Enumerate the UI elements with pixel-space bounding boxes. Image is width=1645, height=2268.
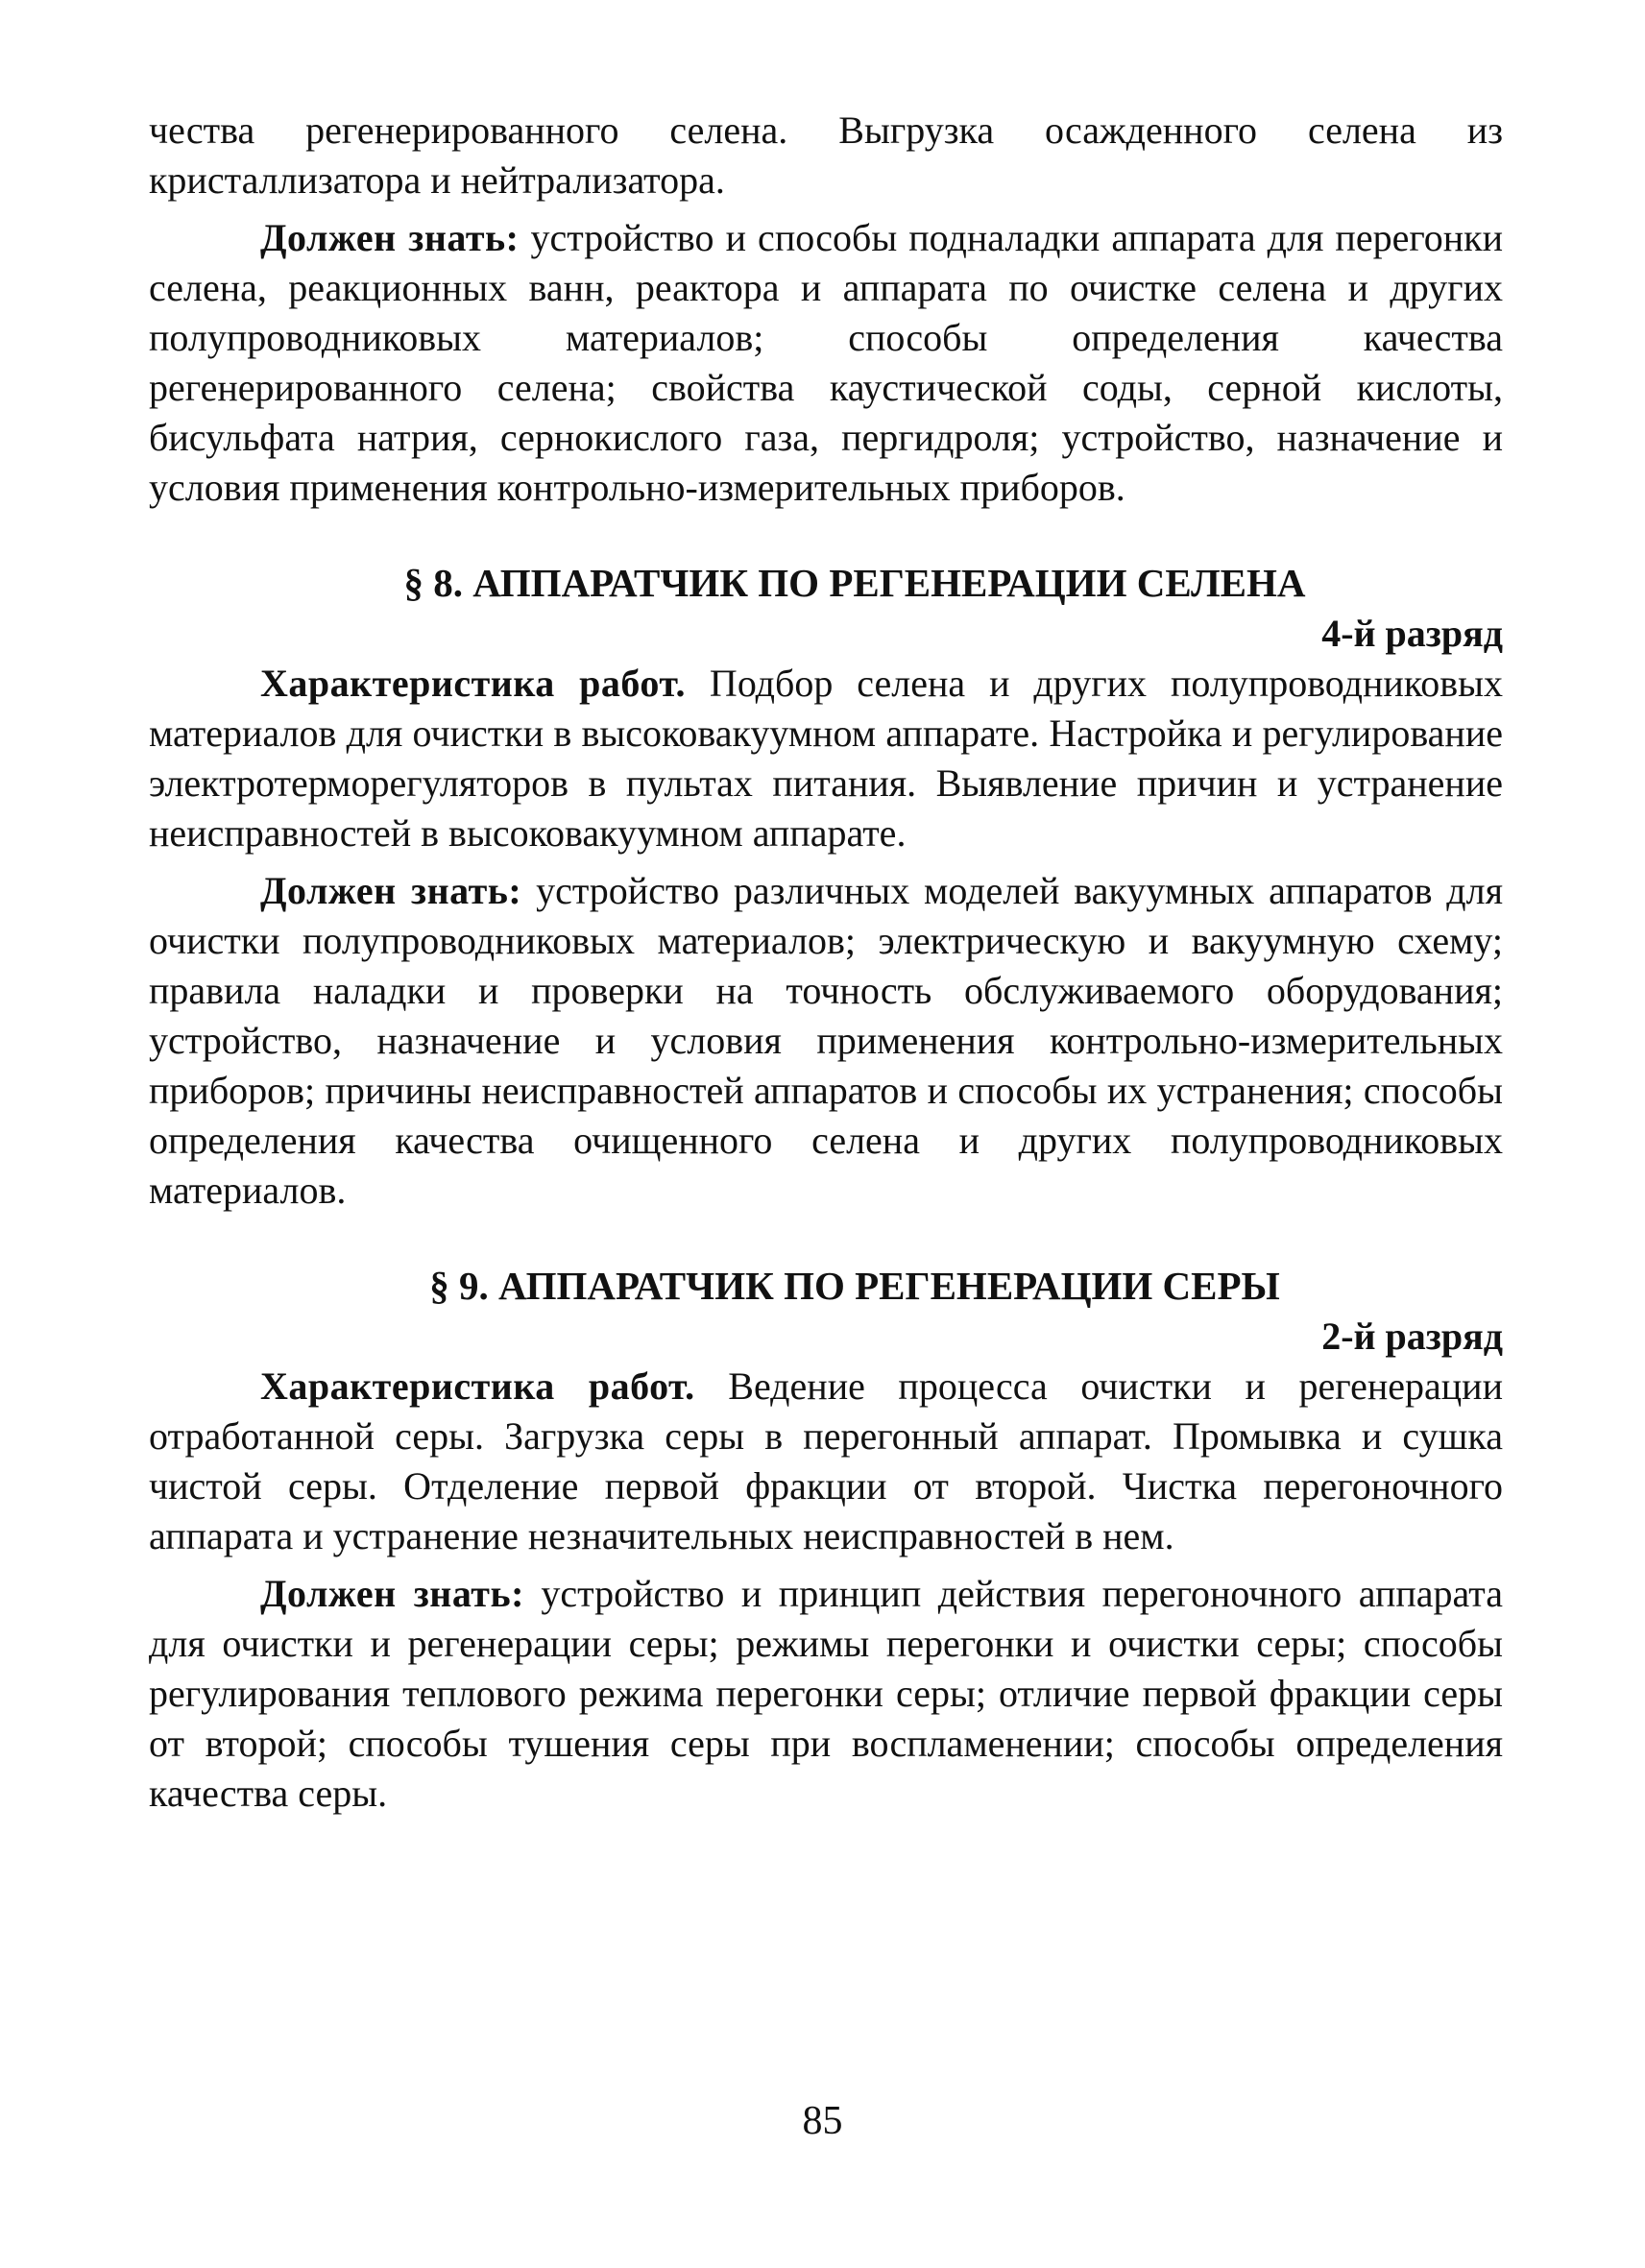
knowledge-lead: Должен знать: <box>260 216 520 259</box>
section-8-knowledge-paragraph <box>149 866 1503 1216</box>
document-page <box>149 106 1503 1819</box>
section-9-heading: § 9. АППАРАТЧИК ПО РЕГЕНЕРАЦИИ СЕРЫ <box>429 1264 1280 1308</box>
section-9 <box>149 1260 1503 1819</box>
section-8-grade: 4-й разряд <box>1321 612 1503 655</box>
section-8-heading: § 8. АППАРАТЧИК ПО РЕГЕНЕРАЦИИ СЕЛЕНА <box>403 561 1306 605</box>
intro-knowledge-paragraph <box>149 213 1503 513</box>
intro-continuation-paragraph: чества регенерированного селена. Выгрузка осажденного селена из кристаллизатора и нейтрализатора. <box>149 109 1503 202</box>
section-9-work-paragraph <box>149 1362 1503 1561</box>
knowledge-text: устройство различных моделей вакуумных аппаратов для очистки полупроводниковых материалов; электрическую и вакуумную схему; правила наладки и проверки на точность обслуживаемого оборудования; устройство, назначение и условия применения контрольно-измерительных приборов; причины неисправностей аппаратов и способы их устранения; способы определения качества очищенного селена и других полупроводниковых материалов. <box>149 869 1503 1212</box>
page-number: 85 <box>802 2099 843 2143</box>
work-text: Ведение процесса очистки и регенерации отработанной серы. Загрузка серы в перегонный аппарат. Промывка и сушка чистой серы. Отделение первой фракции от второй. Чистка перегоночного аппарата и устранение незначительных неисправностей в нем. <box>149 1364 1503 1557</box>
knowledge-text: устройство и способы подналадки аппарата для перегонки селена, реакционных ванн, реактора и аппарата по очистке селена и других полупроводниковых материалов; способы определения качества регенерированного селена; свойства каустической соды, серной кислоты, бисульфата натрия, сернокислого газа, пергидроля; устройство, назначение и условия применения контрольно-измерительных приборов. <box>149 216 1503 509</box>
section-9-grade: 2-й разряд <box>1321 1315 1503 1358</box>
work-lead: Характеристика работ. <box>260 662 687 705</box>
work-lead: Характеристика работ. <box>260 1364 695 1408</box>
work-text: Подбор селена и других полупроводниковых материалов для очистки в высоковакуумном аппарате. Настройка и регулирование электротерморегуляторов в пультах питания. Выявление причин и устранение неисправностей в высоковакуумном аппарате. <box>149 662 1503 855</box>
section-8-work-paragraph <box>149 659 1503 858</box>
section-8 <box>149 557 1503 1216</box>
knowledge-lead: Должен знать: <box>260 869 522 912</box>
section-9-knowledge-paragraph <box>149 1569 1503 1819</box>
knowledge-lead: Должен знать: <box>260 1572 524 1615</box>
knowledge-text: устройство и принцип действия перегоночного аппарата для очистки и регенерации серы; режимы перегонки и очистки серы; способы регулирования теплового режима перегонки серы; отличие первой фракции серы от второй; способы тушения серы при воспламенении; способы определения качества серы. <box>149 1572 1504 1815</box>
